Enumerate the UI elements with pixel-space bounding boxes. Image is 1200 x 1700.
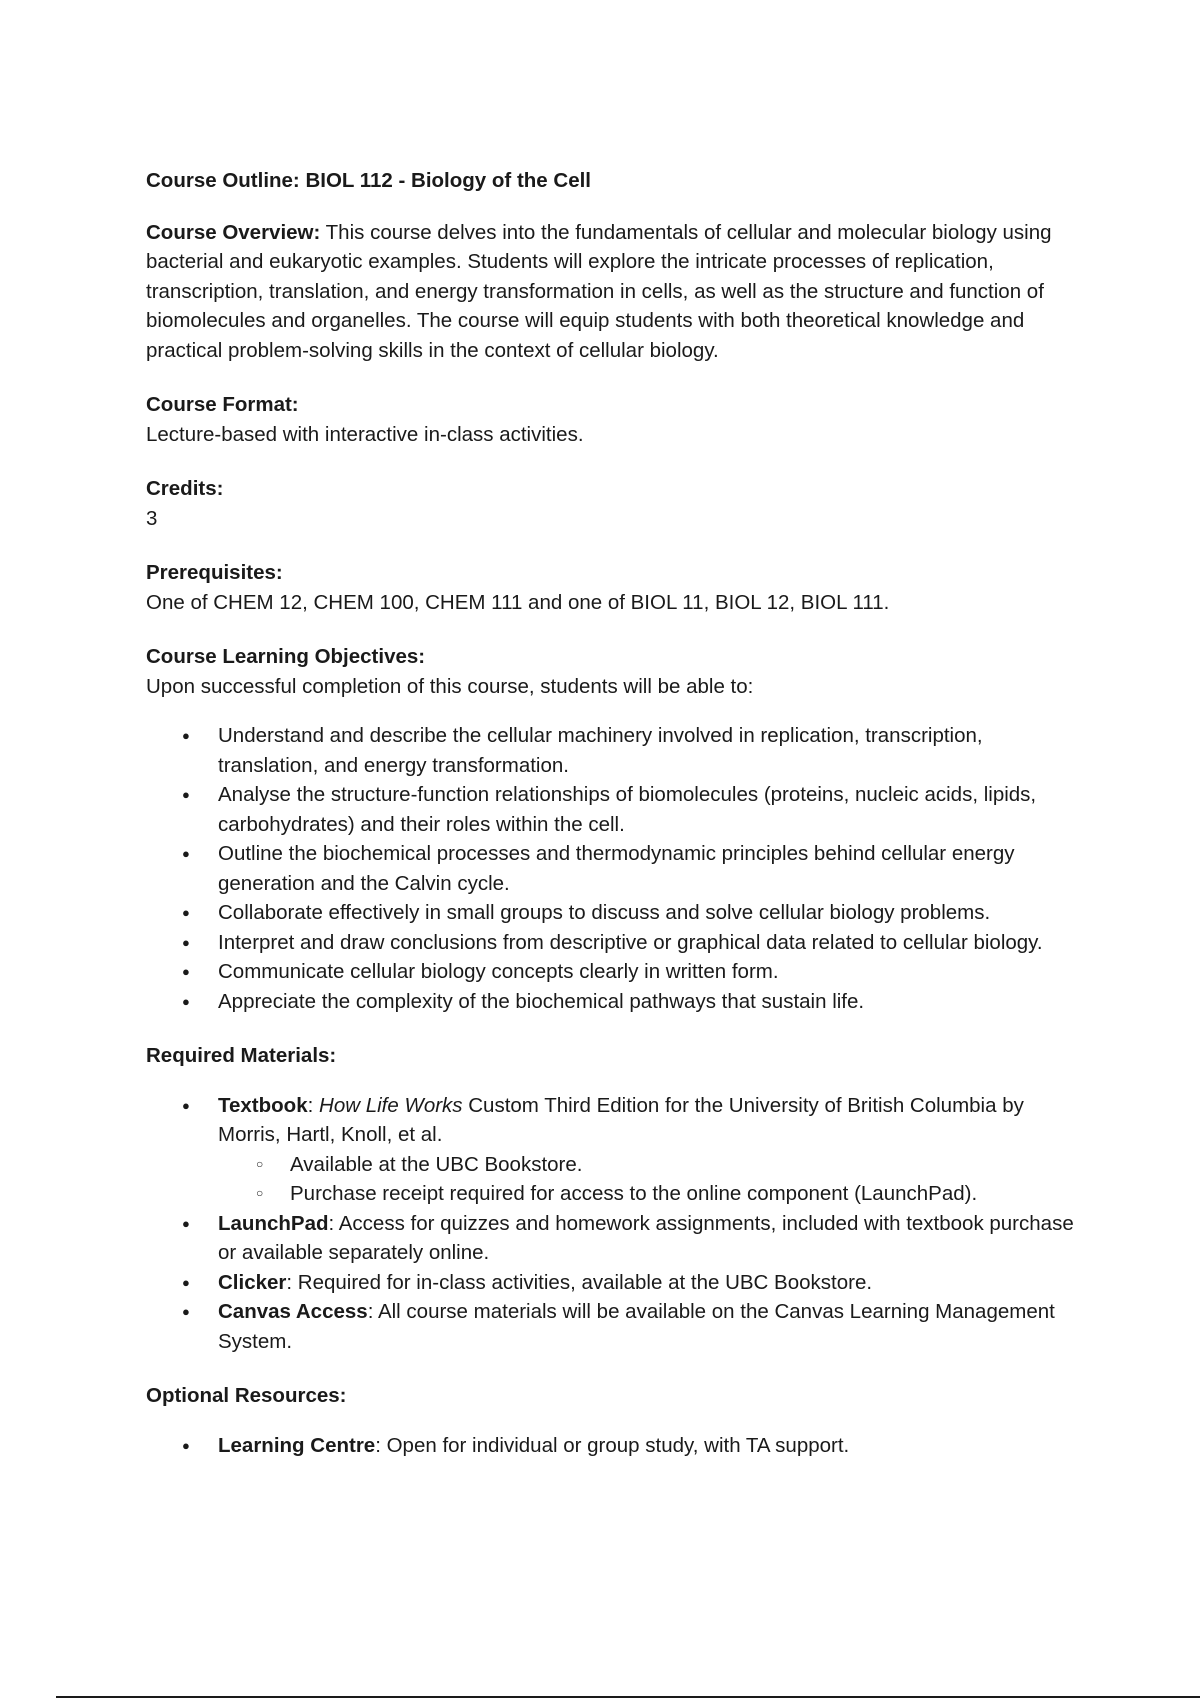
prerequisites-text: One of CHEM 12, CHEM 100, CHEM 111 and one of BIOL 11, BIOL 12, BIOL 111. bbox=[146, 590, 890, 614]
optional-resources-heading: Optional Resources: bbox=[146, 1384, 347, 1407]
list-item: ● Communicate cellular biology concepts clearly in written form. bbox=[146, 957, 1076, 987]
footer-divider bbox=[56, 1696, 1200, 1698]
clicker-label: Clicker bbox=[218, 1270, 287, 1294]
launchpad-text: : Access for quizzes and homework assignments, included with textbook purchase or available separately online. bbox=[218, 1211, 1074, 1264]
clicker-item bbox=[146, 1268, 1076, 1298]
textbook-description: Custom Third Edition for the University of British Columbia by Morris, Hartl, Knoll, et al. bbox=[218, 1093, 1024, 1146]
objectives-section bbox=[146, 642, 1076, 1016]
textbook-title: How Life Works bbox=[319, 1093, 463, 1117]
required-materials-section bbox=[146, 1041, 1076, 1356]
course-format-heading: Course Format: bbox=[146, 393, 299, 416]
course-outline-document bbox=[146, 166, 1076, 1485]
course-overview bbox=[146, 218, 1076, 366]
clicker-text: : Required for in-class activities, available at the UBC Bookstore. bbox=[286, 1270, 873, 1294]
credits-heading: Credits: bbox=[146, 477, 224, 500]
textbook-label: Textbook bbox=[218, 1093, 308, 1117]
objectives-intro: Upon successful completion of this course, students will be able to: bbox=[146, 674, 754, 698]
list-item: ○ Available at the UBC Bookstore. bbox=[218, 1150, 1076, 1180]
course-overview-text: This course delves into the fundamentals of cellular and molecular biology using bacterial and eukaryotic examples. Students will explore the intricate processes of replication, transcription, translation, and energy transformation in cells, as well as the structure and function of biomolecules and organelles. The course will equip students with both theoretical knowledge and practical problem-solving skills in the context of cellular biology. bbox=[146, 220, 1052, 362]
required-materials-list bbox=[146, 1091, 1076, 1357]
list-item: ○ Purchase receipt required for access to the online component (LaunchPad). bbox=[218, 1179, 1076, 1209]
objectives-list bbox=[146, 721, 1076, 1016]
optional-resources-section bbox=[146, 1381, 1076, 1460]
textbook-separator: : bbox=[307, 1093, 320, 1117]
launchpad-label: LaunchPad bbox=[218, 1211, 329, 1235]
required-materials-heading: Required Materials: bbox=[146, 1044, 337, 1067]
course-overview-label: Course Overview: bbox=[146, 220, 321, 244]
credits-section bbox=[146, 474, 1076, 533]
list-item: ● Appreciate the complexity of the biochemical pathways that sustain life. bbox=[146, 987, 1076, 1017]
prerequisites-section bbox=[146, 558, 1076, 617]
prerequisites-heading: Prerequisites: bbox=[146, 561, 283, 584]
list-item: ● Interpret and draw conclusions from descriptive or graphical data related to cellular biology. bbox=[146, 928, 1076, 958]
objectives-heading: Course Learning Objectives: bbox=[146, 645, 426, 668]
textbook-sublist bbox=[218, 1150, 1076, 1209]
learning-centre-text: : Open for individual or group study, with TA support. bbox=[375, 1433, 850, 1457]
list-item: ● Outline the biochemical processes and thermodynamic principles behind cellular energy generation and the Calvin cycle. bbox=[146, 839, 1076, 898]
canvas-access-item bbox=[146, 1297, 1076, 1356]
canvas-access-label: Canvas Access bbox=[218, 1300, 368, 1323]
list-item: ● Analyse the structure-function relationships of biomolecules (proteins, nucleic acids, lipids, carbohydrates) and their roles within the cell. bbox=[146, 780, 1076, 839]
canvas-access-text: : All course materials will be available on the Canvas Learning Management System. bbox=[218, 1300, 1055, 1353]
learning-centre-label: Learning Centre bbox=[218, 1433, 376, 1457]
list-item: ● Collaborate effectively in small groups to discuss and solve cellular biology problems. bbox=[146, 898, 1076, 928]
course-format-text: Lecture-based with interactive in-class activities. bbox=[146, 422, 584, 446]
list-item: ● Understand and describe the cellular machinery involved in replication, transcription, translation, and energy transformation. bbox=[146, 721, 1076, 780]
optional-resources-list bbox=[146, 1431, 1076, 1461]
page-title: Course Outline: BIOL 112 - Biology of the Cell bbox=[146, 169, 591, 192]
launchpad-item bbox=[146, 1209, 1076, 1268]
learning-centre-item bbox=[146, 1431, 1076, 1461]
course-format-section bbox=[146, 390, 1076, 449]
textbook-item bbox=[146, 1091, 1076, 1209]
credits-value: 3 bbox=[146, 506, 158, 530]
